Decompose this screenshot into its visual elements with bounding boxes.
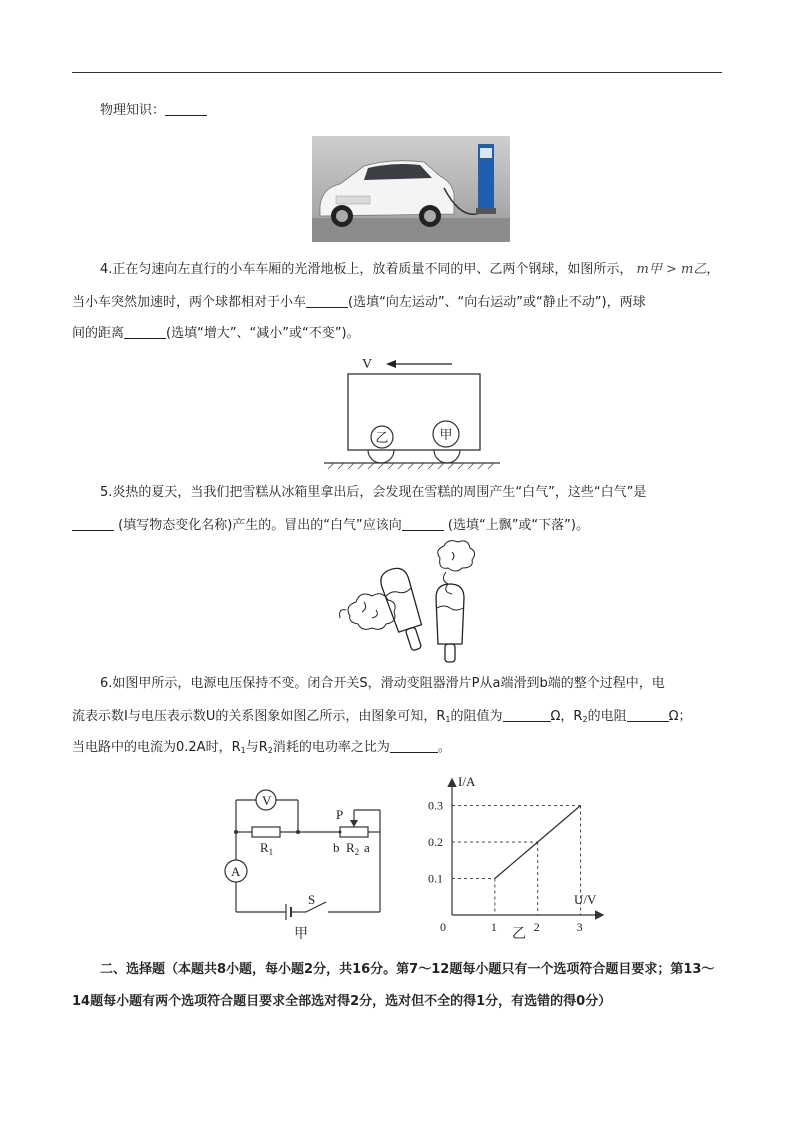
- q6-text-3c: 消耗的电功率之比为: [272, 740, 390, 755]
- switch-label: S: [308, 892, 316, 907]
- q3-knowledge-line: [100, 101, 207, 120]
- q6-line-3: [72, 738, 451, 760]
- section2-heading-2: 14题每小题有两个选项符合题目要求全部选对得2分，选对但不全的得1分，有选错的得0分）: [72, 994, 612, 1009]
- slider-p-label: P: [336, 807, 344, 822]
- q6-blank-1: [503, 707, 551, 722]
- q6-blank-3: [390, 738, 438, 753]
- x-tick-0: 0: [440, 920, 446, 934]
- q5-blank-1: [72, 516, 114, 531]
- ball-jia-label: 甲: [439, 428, 453, 443]
- terminal-b-label: b: [333, 840, 340, 855]
- ice-cream-diagram: [336, 540, 486, 664]
- y-tick-0.1: 0.1: [428, 871, 443, 886]
- velocity-label: V: [362, 357, 373, 372]
- ball-yi-label: 乙: [375, 431, 389, 446]
- iu-graph: [422, 772, 612, 940]
- section2-line-1: [100, 961, 714, 979]
- q5-line-2: [72, 516, 589, 535]
- cart-body: [348, 374, 480, 450]
- q6-sub-1: 1: [445, 715, 451, 724]
- q4-text-3b: (选填“增大”、“减小”或“不变”)。: [166, 326, 360, 341]
- velocity-arrowhead-icon: [386, 360, 396, 368]
- q4-text-1-end: ，: [706, 262, 720, 277]
- circuit-diagram: [216, 780, 394, 940]
- q5-text-1: 5.炎热的夏天，当我们把雪糕从冰箱里拿出后，会发现在雪糕的周围产生“白气”，这些“白气”是: [100, 485, 647, 500]
- q6-text-2a: 流表示数I与电压表示数U的关系图象如图乙所示，由图象可知，R: [72, 709, 446, 724]
- x-tick-2: 2: [533, 920, 540, 934]
- slider-arrowhead-icon: [350, 820, 358, 827]
- q4-line-3: [72, 324, 360, 343]
- q4-text-1: 4.正在匀速向左直行的小车车厢的光滑地板上，放着质量不同的甲、乙两个钢球，如图所示，: [100, 262, 633, 277]
- q4-blank-2: [124, 324, 166, 339]
- graph-caption: 乙: [512, 926, 526, 940]
- q6-text-2c: Ω，R: [550, 709, 583, 724]
- q6-text-3d: 。: [437, 740, 451, 755]
- resistor-r1: [252, 827, 280, 837]
- x-axis-label: U/V: [574, 892, 597, 907]
- x-tick-1: 1: [490, 920, 497, 934]
- r1-sub: 1: [268, 847, 274, 857]
- section2-heading-1: 二、选择题（本题共8小题，每小题2分，共16分。第7～12题每小题只有一个选项符合题目要求；第13～: [100, 962, 715, 977]
- q6-blank-2: [627, 707, 669, 722]
- q5-blank-2: [402, 516, 444, 531]
- q6-sub-4: 2: [267, 746, 273, 755]
- r1-label: R: [260, 840, 269, 855]
- ice-cream-left: [378, 565, 431, 654]
- ground-hatching: [328, 463, 494, 469]
- white-mist-right: [438, 541, 475, 594]
- cart-wheel-right: [434, 450, 460, 463]
- q6-line-2: [72, 707, 692, 729]
- q4-line-2: [72, 293, 646, 312]
- q6-text-2d: 的电阻: [587, 709, 627, 724]
- cart-diagram: [322, 352, 502, 470]
- q6-text-3a: 当电路中的电流为0.2A时，R: [72, 740, 241, 755]
- y-axis-label: I/A: [458, 774, 476, 789]
- ice-cream-right: [436, 584, 464, 662]
- q6-line-1: [100, 675, 665, 693]
- electric-car-charging-photo: [312, 136, 510, 242]
- section2-line-2: [72, 993, 611, 1011]
- q6-text-2e: Ω；: [668, 709, 692, 724]
- q4-line-1: [100, 261, 719, 279]
- ammeter-label: A: [231, 864, 241, 879]
- circuit-caption: 甲: [294, 927, 308, 940]
- voltmeter-label: V: [262, 793, 272, 808]
- svg-text:R1: [260, 840, 273, 857]
- header-rule: [72, 72, 722, 73]
- y-tick-0.2: 0.2: [428, 835, 443, 850]
- q6-sub-3: 1: [240, 746, 246, 755]
- q3-knowledge-label: 物理知识：: [100, 103, 166, 118]
- q5-line-1: [100, 484, 646, 502]
- rheostat-r2: [340, 827, 368, 837]
- cart-wheel-left: [368, 450, 394, 463]
- q6-text-2b: 的阻值为: [450, 709, 503, 724]
- r2-sub: 2: [354, 847, 360, 857]
- q4-mass-relation: m甲 > m乙: [636, 262, 707, 277]
- q3-answer-blank: [165, 101, 207, 116]
- q6-sub-2: 2: [582, 715, 588, 724]
- q5-text-2b: (选填“上飘”或“下落”)。: [443, 518, 589, 533]
- q5-text-2a: (填写物态变化名称)产生的。冒出的“白气”应该向: [114, 518, 402, 533]
- x-tick-3: 3: [576, 920, 583, 934]
- q4-text-2b: (选填“向左运动”、“向右运动”或“静止不动”)，两球: [348, 295, 646, 310]
- q4-text-2a: 当小车突然加速时，两个球都相对于小车: [72, 295, 307, 310]
- r2-label: R: [346, 840, 355, 855]
- q4-blank-1: [306, 293, 348, 308]
- q6-text-3b: 与R: [245, 740, 268, 755]
- terminal-a-label: a: [364, 840, 370, 855]
- y-tick-0.3: 0.3: [428, 798, 443, 813]
- svg-text:R2: [346, 840, 359, 857]
- q6-text-1: 6.如图甲所示，电源电压保持不变。闭合开关S，滑动变阻器滑片P从a端滑到b端的整个过程中，电: [100, 676, 665, 691]
- q4-text-3a: 间的距离: [72, 326, 125, 341]
